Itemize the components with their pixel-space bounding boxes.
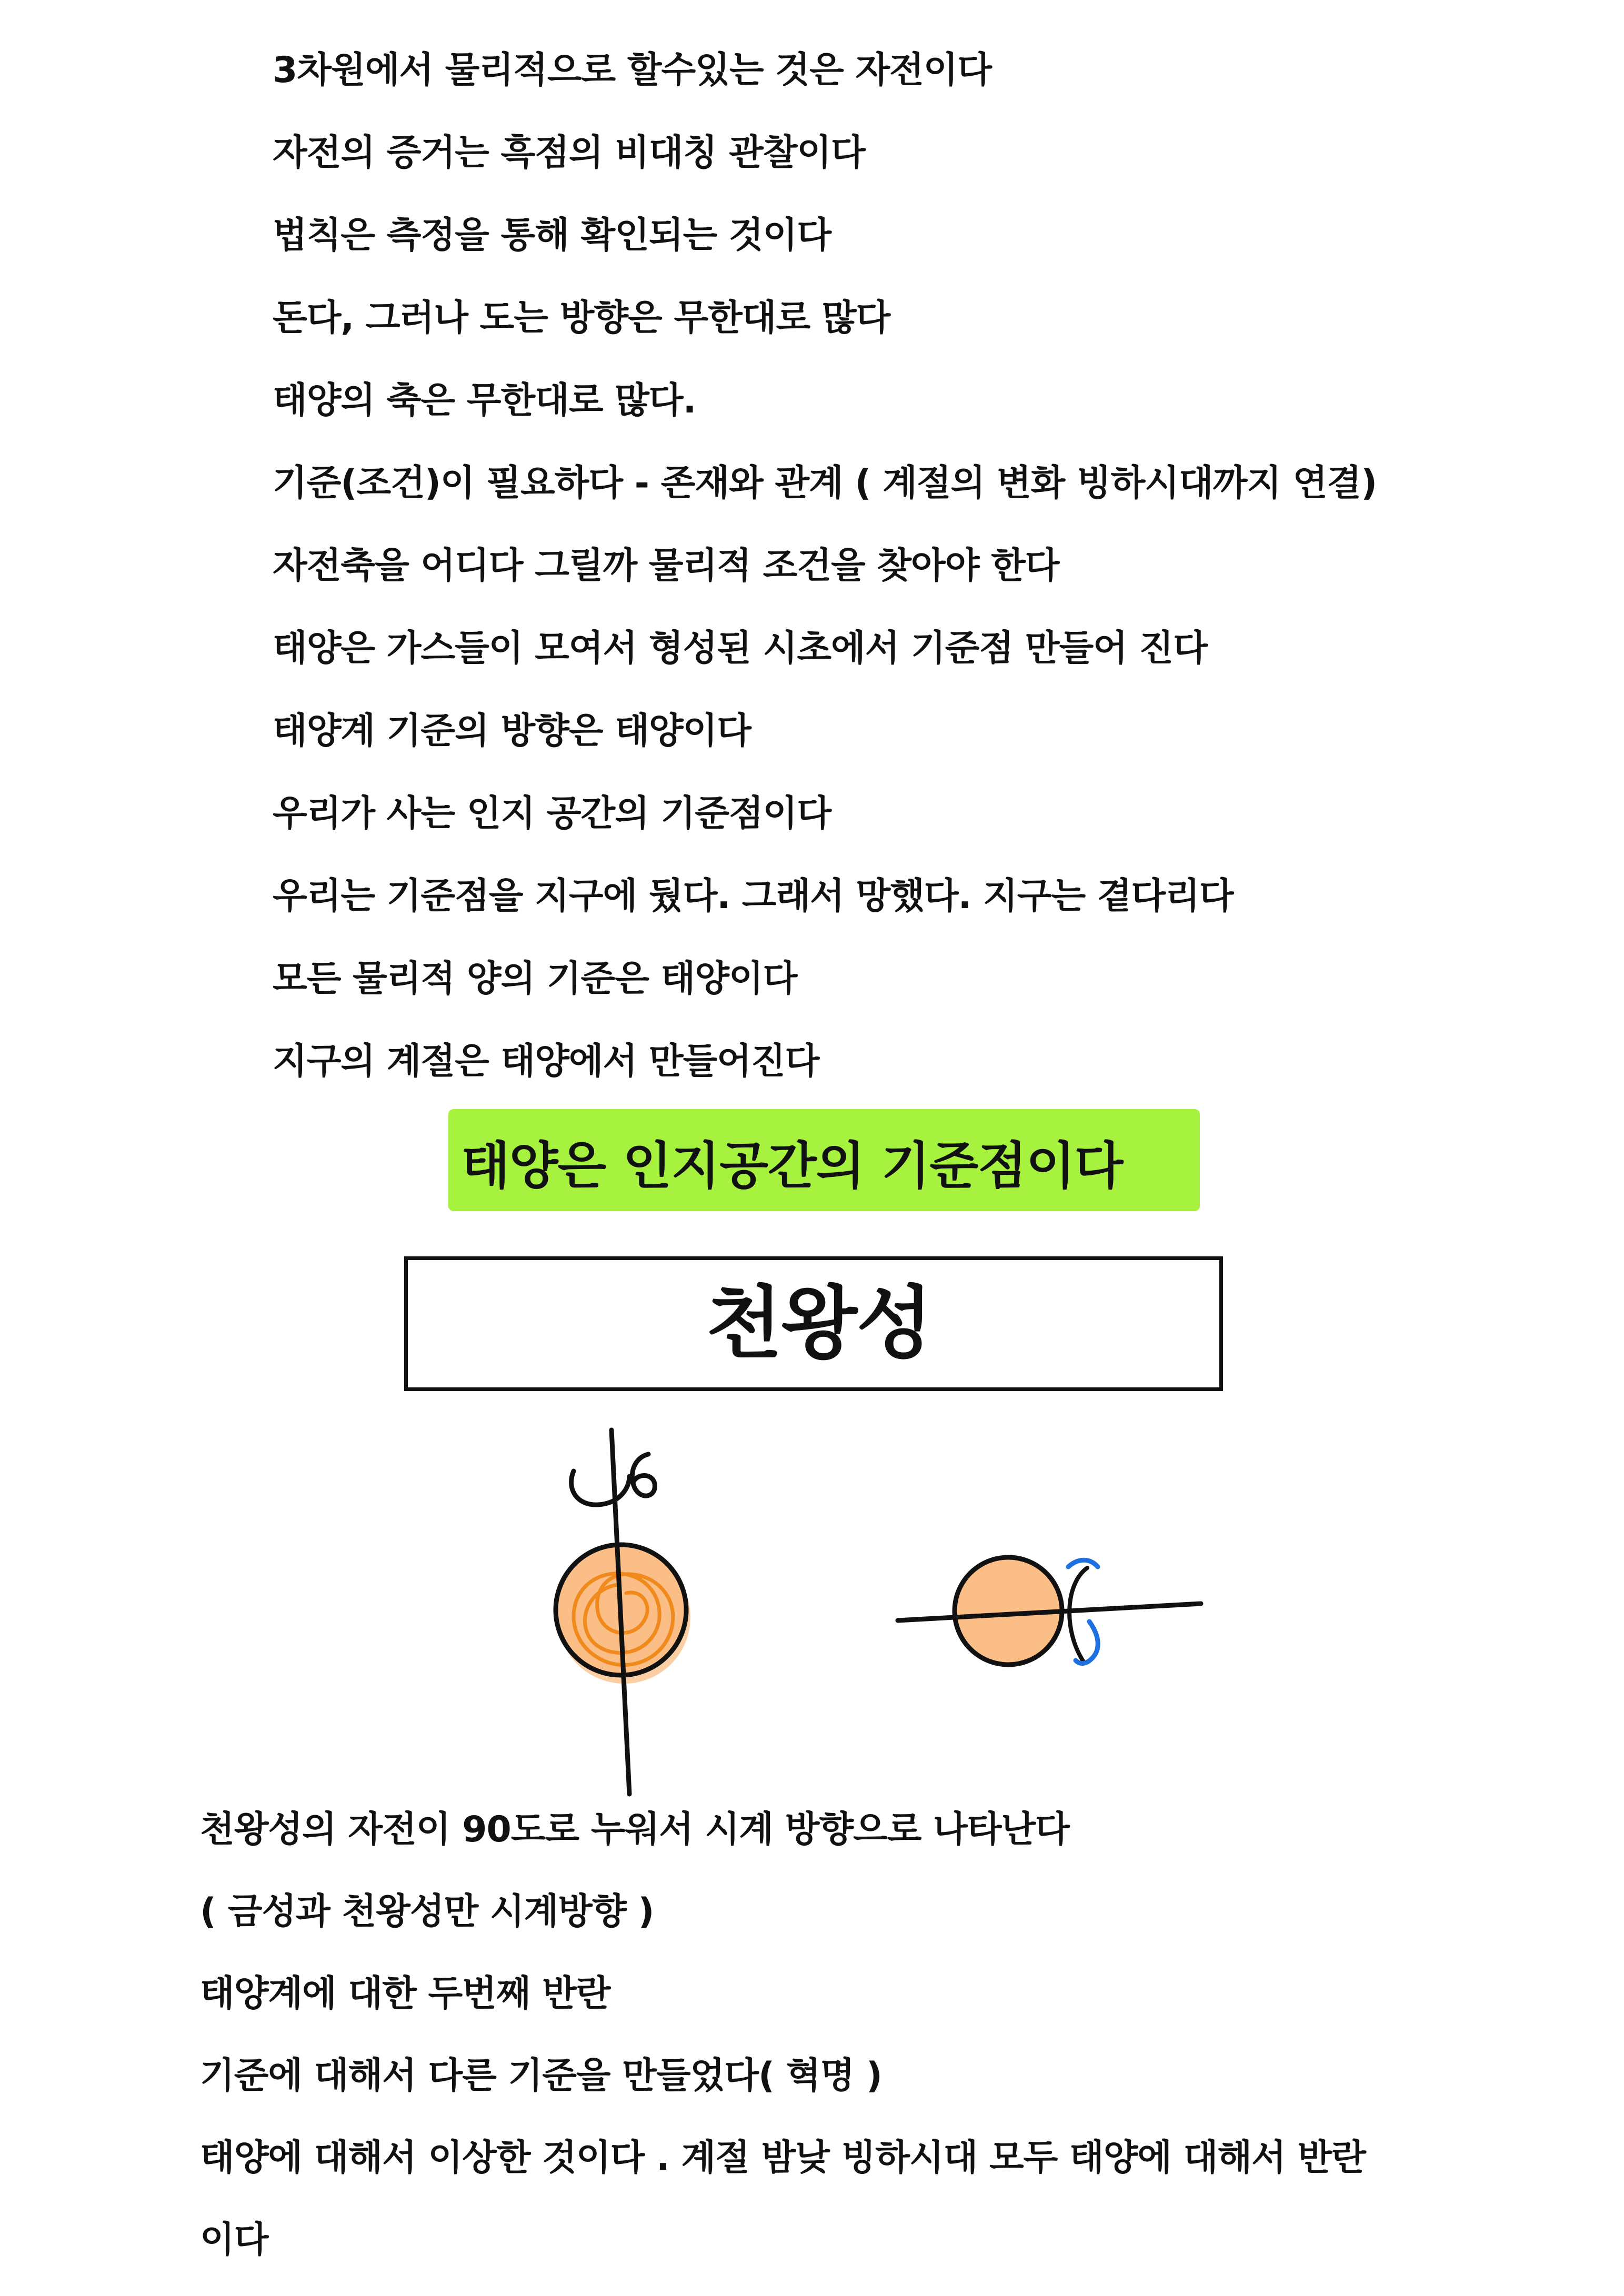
note-line-6: 기준(조건)이 필요하다 - 존재와 관계 ( 계절의 변화 빙하시대까지 연결) <box>273 462 1377 504</box>
note-line-8: 태양은 가스들이 모여서 형성된 시초에서 기준점 만들어 진다 <box>273 628 1207 669</box>
note-line-9: 태양계 기준의 방향은 태양이다 <box>273 710 751 752</box>
bottom-note-line-4: 기준에 대해서 다른 기준을 만들었다( 혁명 ) <box>200 2055 882 2097</box>
right-rotation-arc <box>1069 1568 1087 1663</box>
bottom-note-line-2: ( 금성과 천왕성만 시계방향 ) <box>200 1891 654 1932</box>
highlight-text: 태양은 인지공간의 기준점이다 <box>461 1136 1123 1195</box>
note-line-12: 모든 물리적 양의 기준은 태양이다 <box>273 958 797 1000</box>
note-line-5: 태양의 축은 무한대로 많다. <box>273 380 696 421</box>
note-line-2: 자전의 증거는 흑점의 비대칭 관찰이다 <box>273 132 865 174</box>
note-line-10: 우리가 사는 인지 공간의 기준점이다 <box>273 793 831 834</box>
note-line-13: 지구의 계절은 태양에서 만들어진다 <box>273 1041 819 1082</box>
left-rotation-curl <box>632 1454 655 1496</box>
bottom-note-line-5: 태양에 대해서 이상한 것이다 . 계절 밤낮 빙하시대 모두 태양에 대해서 반란 <box>200 2137 1366 2179</box>
upright-planet-with-vertical-axis-icon <box>556 1430 690 1794</box>
note-line-3: 법칙은 측정을 통해 확인되는 것이다 <box>273 215 831 256</box>
bottom-note-line-1: 천왕성의 자전이 90도로 누워서 시계 방향으로 나타난다 <box>200 1809 1069 1850</box>
left-rotation-loop <box>572 1471 629 1505</box>
right-rotation-arrow-top <box>1068 1560 1098 1567</box>
bottom-note-line-3: 태양계에 대한 두번째 반란 <box>200 1973 610 2015</box>
bottom-note-line-6: 이다 <box>200 2219 268 2261</box>
note-line-1: 3차원에서 물리적으로 할수있는 것은 자전이다 <box>273 49 992 91</box>
tilted-planet-with-horizontal-axis-icon <box>898 1557 1201 1665</box>
note-line-7: 자전축을 어디다 그릴까 물리적 조건을 찾아야 한다 <box>273 545 1059 587</box>
note-line-11: 우리는 기준점을 지구에 뒀다. 그래서 망했다. 지구는 곁다리다 <box>273 875 1234 917</box>
page-title: 천왕성 <box>706 1278 932 1369</box>
note-line-4: 돈다, 그러나 도는 방향은 무한대로 많다 <box>273 297 890 339</box>
